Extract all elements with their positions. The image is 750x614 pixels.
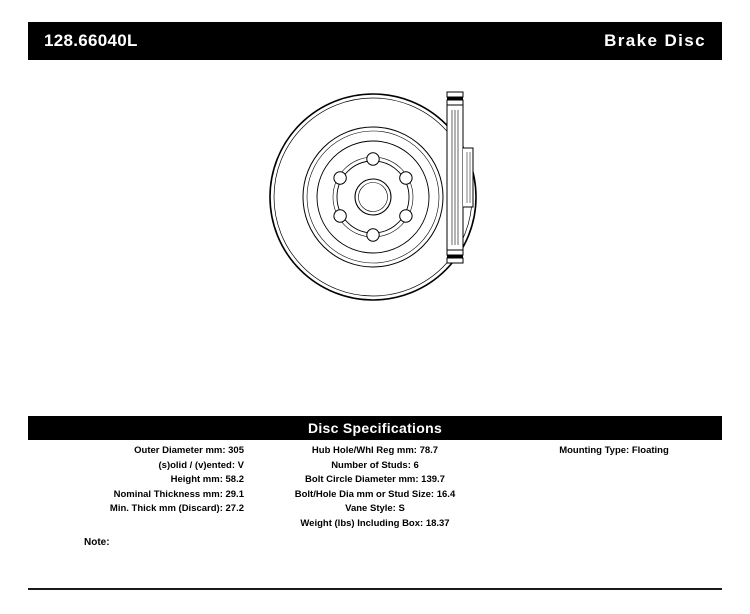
spec-columns xyxy=(28,444,722,532)
spec-column-left xyxy=(28,444,250,517)
spec-item: Weight (lbs) Including Box: 18.37 xyxy=(300,517,450,529)
spec-item: Bolt/Hole Dia mm or Stud Size: 16.4 xyxy=(294,488,456,500)
brake-disc-side-section-view xyxy=(433,90,493,270)
spec-item: Hub Hole/Whl Reg mm: 78.7 xyxy=(311,445,439,456)
spec-title: Disc Specifications xyxy=(307,420,443,436)
spec-item: Height mm: 58.2 xyxy=(170,474,244,486)
spec-column-right xyxy=(500,444,722,459)
note-label: Note: xyxy=(84,537,110,548)
header-bar xyxy=(28,22,722,60)
note-row xyxy=(28,537,722,548)
bottom-divider xyxy=(28,588,722,590)
spec-item: Mounting Type: Floating xyxy=(559,445,669,456)
spec-title-bar xyxy=(28,416,722,440)
disc-side-svg xyxy=(433,90,493,265)
spec-item: Vane Style: S xyxy=(345,503,405,515)
spec-item: Outer Diameter mm: 305 xyxy=(134,445,244,456)
spec-item: Number of Studs: 6 xyxy=(331,459,419,471)
spec-item: Min. Thick mm (Discard): 27.2 xyxy=(109,503,244,515)
spec-item: Nominal Thickness mm: 29.1 xyxy=(113,488,244,500)
drawing-area xyxy=(28,62,722,410)
spec-item: (s)olid / (v)ented: V xyxy=(158,459,244,471)
product-type-label: Brake Disc xyxy=(604,31,706,50)
spec-column-middle xyxy=(250,444,500,532)
spec-item: Bolt Circle Diameter mm: 139.7 xyxy=(305,474,445,486)
part-number: 128.66040L xyxy=(44,31,138,50)
